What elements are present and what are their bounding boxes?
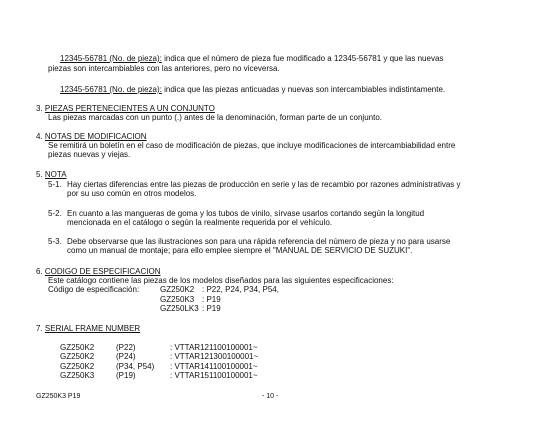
intro-paragraph-1-line2: piezas son intercambiables con las anteriores, pero no viceversa. <box>48 64 280 73</box>
section-number: 6. <box>36 267 43 276</box>
intro-text: indica que las piezas anticuadas y nuevas son intercambiables indistintamente. <box>164 85 446 94</box>
part-number-code: 12345-56781 (No. de pieza): <box>60 54 162 63</box>
section-number: 5. <box>36 170 43 179</box>
spec-model: GZ250K3 <box>160 295 195 304</box>
spec-model: GZ250K2 <box>160 285 195 294</box>
intro-text: indica que el número de pieza fue modificado a 12345-56781 y que las nuevas <box>164 54 444 63</box>
note-5-3 <box>48 237 62 247</box>
note-5-2 <box>48 209 62 219</box>
section-title: CODIGO DE ESPECIFICACION <box>44 267 161 276</box>
spec-label: Código de especificación: <box>48 285 140 294</box>
note-5-3-line2: como un manual de montaje; para ello emplee siempre el "MANUAL DE SERVICIO DE SUZUKI". <box>67 246 413 255</box>
serial-model: GZ250K2 <box>60 362 95 371</box>
serial-number: : VTTAR141100100001~ <box>170 362 258 371</box>
note-number: 5-1. <box>48 180 62 189</box>
section-number: 4. <box>36 132 43 141</box>
section-6-body: Este catálogo contiene las piezas de los modelos diseñados para las siguientes especificaciones: <box>48 276 394 285</box>
part-number-code: 12345-56781 (No. de pieza): <box>60 85 162 94</box>
intro-paragraph-2 <box>48 85 445 95</box>
section-3-body: Las piezas marcadas con un punto (.) antes de la denominación, forman parte de un conjunto. <box>48 113 382 122</box>
section-title: NOTA <box>44 170 67 179</box>
section-4-body-line1: Se remitirá un boletín en el caso de modificación de piezas, que incluye modificaciones de intercambiabilidad entre <box>48 141 456 150</box>
note-number: 5-3. <box>48 237 62 246</box>
page-number: - 10 - <box>262 393 279 400</box>
section-number: 3. <box>36 104 43 113</box>
note-5-1-line2: por su uso común en otros modelos. <box>67 189 197 198</box>
note-5-1 <box>48 180 62 190</box>
spec-codes: : P19 <box>202 295 221 304</box>
footer-model: GZ250K3 P19 <box>36 393 81 400</box>
serial-model: GZ250K2 <box>60 352 95 361</box>
serial-spec: (P22) <box>116 343 136 352</box>
spec-codes: : P22, P24, P34, P54, <box>202 285 279 294</box>
serial-spec: (P24) <box>116 352 136 361</box>
serial-spec: (P19) <box>116 371 136 380</box>
section-number: 7. <box>36 324 43 333</box>
section-5-heading <box>36 170 67 180</box>
section-title: SERIAL FRAME NUMBER <box>44 324 141 333</box>
note-5-1-line1: Hay ciertas diferencias entre las piezas de producción en serie y las de recambio por razones administrativas y <box>67 180 461 189</box>
serial-model: GZ250K3 <box>60 371 95 380</box>
section-title: PIEZAS PERTENECIENTES A UN CONJUNTO <box>44 104 215 113</box>
serial-spec: (P34, P54) <box>116 362 155 371</box>
section-7-heading <box>36 324 140 334</box>
section-4-body-line2: piezas nuevas y viejas. <box>48 150 131 159</box>
serial-number: : VTTAR121100100001~ <box>170 343 258 352</box>
spec-codes: : P19 <box>202 304 221 313</box>
note-5-2-line1: En cuanto a las mangueras de goma y los tubos de vinilo, sírvase usarlos cortando según la longitud <box>67 209 425 218</box>
note-5-2-line2: mencionada en el catálogo o según la realmente requerida por el vehículo. <box>67 218 333 227</box>
intro-paragraph-1 <box>48 54 443 64</box>
serial-model: GZ250K2 <box>60 343 95 352</box>
serial-number: : VTTAR151100100001~ <box>170 371 258 380</box>
serial-number: : VTTAR121300100001~ <box>170 352 259 361</box>
section-title: NOTAS DE MODIFICACION <box>44 132 147 141</box>
note-number: 5-2. <box>48 209 62 218</box>
note-5-3-line1: Debe observarse que las ilustraciones son para una rápida referencia del número de pieza y no para usarse <box>67 237 451 246</box>
spec-model: GZ250LK3 <box>160 304 199 313</box>
